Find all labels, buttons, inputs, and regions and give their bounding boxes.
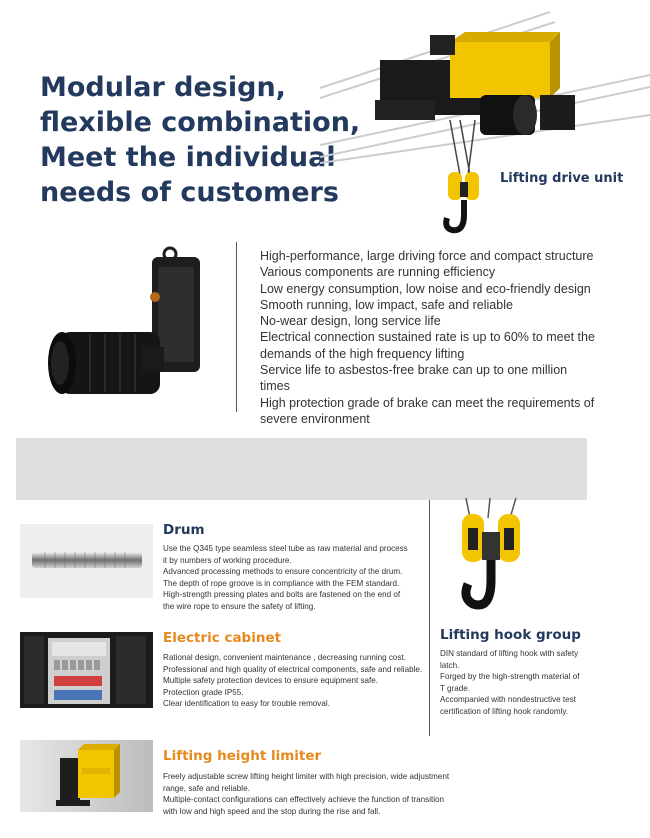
hook-line: Forged by the high-strength material of: [440, 672, 580, 682]
hook-line: T grade.: [440, 683, 470, 693]
drum-line: Use the Q345 type seamless steel tube as raw material and process: [163, 544, 408, 553]
feature-item: High-performance, large driving force and compact structure: [260, 249, 594, 263]
feature-item: Low energy consumption, low noise and eco-friendly design: [260, 281, 591, 296]
hook-title: Lifting hook group: [440, 627, 581, 643]
cabinet-line: Rational design, convenient maintenance , decreasing running cost.: [163, 653, 406, 662]
hook-line: certification of lifting hook randomly.: [440, 706, 569, 716]
cabinet-line: Clear identification to easy for trouble removal.: [163, 699, 330, 709]
electric-cabinet-image: [20, 632, 153, 708]
feature-item: Service life to asbestos-free brake can up to one million times: [260, 363, 568, 394]
cabinet-line: Protection grade IP55.: [163, 687, 244, 697]
height-limiter-image: [20, 740, 153, 812]
drum-line: the wire rope to ensure the safety of lifting.: [163, 601, 316, 611]
gray-band: [16, 438, 587, 500]
cabinet-title: Electric cabinet: [163, 630, 282, 646]
feature-item: No-wear design, long service life: [260, 314, 441, 329]
divider-line: [236, 242, 237, 412]
drive-unit-label: Lifting drive unit: [500, 171, 624, 186]
drum-description: [163, 543, 408, 613]
feature-item: High protection grade of brake can meet the requirements of: [260, 395, 595, 410]
feature-list: [260, 248, 600, 427]
feature-item: Various components are running efficiency: [260, 265, 496, 280]
headline: [40, 70, 361, 210]
feature-item: Electrical connection sustained rate is up to 60% to meet the: [260, 330, 595, 345]
drum-image: [20, 524, 153, 598]
feature-item: Smooth running, low impact, safe and reliable: [260, 297, 513, 312]
hoist-trolley-image: [320, 10, 650, 240]
limiter-line: Multiple-contact configurations can effectively achieve the function of transition: [163, 795, 445, 805]
gearbox-motor-image: [30, 242, 230, 412]
feature-item: demands of the high frequency lifting: [260, 346, 465, 361]
headline-line: Modular design,: [40, 72, 286, 103]
cabinet-line: Professional and high quality of electrical components, safe and reliable.: [163, 664, 423, 674]
cabinet-description: [163, 652, 422, 710]
feature-item: severe environment: [260, 411, 370, 426]
limiter-line: Freely adjustable screw lifting height limiter with high precision, wide adjustment: [163, 772, 450, 781]
hook-line: DIN standard of lifting hook with safety: [440, 649, 579, 658]
divider-line: [429, 500, 430, 736]
hook-description: [440, 648, 579, 718]
drum-line: it by numbers of working procedure.: [163, 555, 292, 565]
limiter-line: range, safe and reliable.: [163, 783, 250, 793]
headline-line: flexible combination,: [40, 107, 361, 138]
cabinet-line: Multiple safety protection devices to ensure equipment safe.: [163, 676, 379, 686]
limiter-title: Lifting height limiter: [163, 748, 322, 764]
drum-line: The depth of rope groove is in compliance with the FEM standard.: [163, 578, 400, 588]
drum-line: High-strength pressing plates and bolts are fastened on the end of: [163, 590, 401, 600]
hook-group-image: [448, 498, 538, 616]
headline-line: Meet the individual: [40, 142, 336, 173]
limiter-description: [163, 771, 449, 817]
limiter-line: with low and high speed and the stop during the rise and fall.: [163, 806, 381, 816]
hook-line: Accompanied with nondestructive test: [440, 695, 576, 705]
drum-line: Advanced processing methods to ensure concentricity of the drum.: [163, 567, 403, 577]
drum-title: Drum: [163, 522, 205, 538]
headline-line: needs of customers: [40, 177, 339, 208]
hook-line: latch.: [440, 660, 460, 670]
